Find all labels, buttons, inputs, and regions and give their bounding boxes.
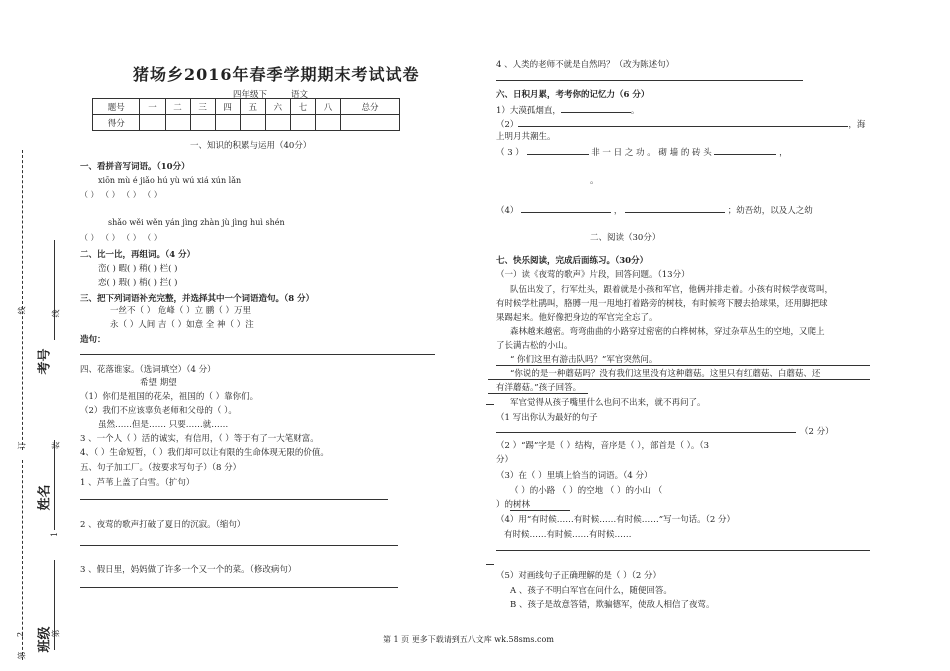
- score-input[interactable]: [165, 115, 190, 131]
- underline-mark: [496, 365, 870, 366]
- q4-title: 四、花落谁家。（选词填空）（4 分）: [80, 365, 216, 375]
- blank[interactable]: [527, 144, 589, 155]
- blank-line: [54, 240, 55, 340]
- q2-title: 二、比一比，再组词。（4 分）: [80, 250, 196, 260]
- score-header-row: [93, 99, 400, 115]
- passage-line: 有时候学杜鹃叫，胳膊一甩一甩地打着路旁的树枝，有时候弯下腰去拾球果，还用脚把球: [496, 299, 828, 309]
- binding-line: [22, 460, 23, 660]
- answer-line[interactable]: [496, 80, 803, 81]
- dash-mark: [486, 564, 494, 565]
- q7-item-3-row[interactable]: （ ）的小路 （ ）的空地 （ ）的小山 （: [510, 486, 663, 496]
- cut-line-label: 第: [17, 651, 27, 660]
- score-table: [92, 98, 400, 131]
- q5-item-2: 2 、夜莺的歌声打破了夏日的沉寂。（缩句）: [80, 520, 246, 530]
- passage-dialogue-1: “ 你们这里有游击队吗？”军官突然问。: [510, 355, 658, 365]
- q6-line-2-end: 上明月共潮生。: [496, 132, 556, 142]
- score-input[interactable]: [290, 115, 315, 131]
- answer-line[interactable]: [80, 354, 435, 355]
- exam-number-label: 考号: [37, 348, 53, 375]
- score-input[interactable]: [341, 115, 400, 131]
- score-cell: 四: [215, 99, 240, 115]
- answer-line[interactable]: [80, 545, 398, 546]
- page-title: 猪场乡2016年春季学期期末考试试卷: [133, 65, 420, 84]
- q6-text: （4）: [496, 206, 519, 216]
- q7-intro: （一）读《夜莺的歌声》片段，回答问题。（13分）: [496, 270, 690, 280]
- q7-item-3-end: ）的树林: [496, 500, 531, 510]
- passage-dialogue-2: “你说的是一种蘑菇吗？没有我们这里没有这种蘑菇。这里只有红蘑菇、白蘑菇、还: [510, 369, 821, 379]
- q7-option-b[interactable]: B 、孩子是故意答错，欺骗德军，使敌人相信了夜莺。: [510, 600, 715, 610]
- q5-item-4: 4 、人类的老师不就是自然吗？（改为陈述句）: [496, 60, 675, 70]
- score-cell: 五: [240, 99, 265, 115]
- blank-line: [54, 440, 55, 530]
- score-input[interactable]: [140, 115, 165, 131]
- score-cell: 得分: [93, 115, 140, 131]
- section-1-heading: 一、知识的积累与运用（40分）: [190, 141, 312, 151]
- passage-line: 了长满古松的小山。: [496, 341, 573, 351]
- q6-text: （2）: [496, 120, 519, 130]
- underline-mark: [488, 379, 870, 380]
- blank[interactable]: [518, 116, 848, 127]
- q6-text: （ 3 ）: [496, 148, 524, 158]
- q4-sentence-3[interactable]: 3 、一个人（ ）活的诚实，有信用，（ ）等于有了一大笔财富。: [80, 434, 319, 444]
- cut-line-label: 线: [51, 309, 61, 318]
- q1-pinyin-row1: xiōn mù é jiǎo hú yù wú xiá xún lǎn: [98, 176, 242, 185]
- binding-line: [22, 150, 23, 450]
- score-cell: 三: [190, 99, 215, 115]
- answer-line[interactable]: [80, 499, 388, 500]
- underline-mark: [488, 393, 588, 394]
- score-value-row: [93, 115, 400, 131]
- passage-line: 果踢起来。他好像把身边的军官完全忘了。: [496, 313, 658, 323]
- score-cell: 七: [290, 99, 315, 115]
- q2-row2[interactable]: 恋( ) 瑕( ) 梢( ) 拦( ): [98, 278, 178, 288]
- q5-title: 五、句子加工厂。（按要求写句子）（8 分）: [80, 463, 242, 473]
- score-cell: 八: [315, 99, 340, 115]
- q1-answer-row2[interactable]: （ ） （ ） （ ） （ ）: [80, 233, 162, 242]
- q7-item-1-score: （2 分）: [800, 427, 834, 437]
- answer-line[interactable]: [80, 587, 398, 588]
- score-input[interactable]: [190, 115, 215, 131]
- q7-title: 七、快乐阅读，完成后面练习。（30分）: [496, 256, 649, 266]
- q6-title: 六、日积月累，考考你的记忆力（6 分）: [496, 90, 650, 100]
- q6-text: ，: [613, 206, 623, 216]
- q4-conjunctions: 虽然……但是…… 只要……就……: [98, 420, 229, 430]
- q4-sentence-1[interactable]: （1）你们是祖国的花朵，祖国的（ ）靠你们。: [80, 392, 259, 402]
- q3-zaoju-label: 造句：: [80, 335, 106, 345]
- class-label: 班级: [37, 626, 53, 653]
- passage-line: 森林越来越密。弯弯曲曲的小路穿过密密的白桦树林，穿过杂草丛生的空地，又爬上: [510, 327, 825, 337]
- cut-line-label: 线: [17, 306, 27, 315]
- answer-line[interactable]: [496, 432, 796, 433]
- q4-words: 希望 期望: [140, 378, 177, 388]
- blank[interactable]: [561, 102, 631, 113]
- cut-line-label: 1: [50, 531, 60, 538]
- q7-item-4-prompt: 有时候……有时候……有时候……: [504, 530, 632, 540]
- q1-answer-row1[interactable]: （ ） （ ） （ ） （ ）: [80, 190, 162, 199]
- q7-item-5: （5）对画线句子正确理解的是（ ）（2 分）: [496, 571, 661, 581]
- score-cell: 二: [165, 99, 190, 115]
- q6-period: 。: [590, 176, 599, 186]
- q7-option-a[interactable]: A 、孩子不明白军官在问什么，随便回答。: [510, 586, 672, 596]
- subject-label: 语文: [291, 90, 309, 100]
- q7-item-3: （3）在（ ）里填上恰当的词语。（4 分）: [496, 471, 653, 481]
- q1-pinyin-row2: shǎo wěi wěn yán jìng zhàn jù jìng huì shén: [108, 218, 285, 227]
- dash-mark: [486, 404, 494, 405]
- binding-margin: [10, 130, 66, 671]
- name-label: 姓名: [37, 484, 53, 511]
- blank[interactable]: [714, 144, 776, 155]
- cut-line-label: 2: [16, 631, 26, 638]
- q3-row2[interactable]: 永（ ）人间 吉（ ）如意 全 神（ ）注: [110, 320, 254, 330]
- score-input[interactable]: [315, 115, 340, 131]
- q4-sentence-4[interactable]: 4、（ ）生命短暂，（ ）我们却可以让有限的生命体现无限的价值。: [80, 448, 329, 458]
- q6-text: 非 一 日 之 功 。 砌 墙 的 砖 头: [591, 148, 712, 158]
- cut-line-label: 第: [51, 629, 61, 638]
- cut-line-label: 装: [51, 441, 61, 450]
- blank[interactable]: [625, 202, 725, 213]
- q6-line-1[interactable]: [496, 102, 639, 116]
- answer-line[interactable]: [510, 510, 570, 511]
- score-cell: 一: [140, 99, 165, 115]
- page-footer: 第 1 页 更多下载请到五八文库 wk.58sms.com: [383, 635, 554, 644]
- score-input[interactable]: [240, 115, 265, 131]
- q3-row1[interactable]: 一丝不（ ） 危峰（ ）立 鹏（ ）万里: [110, 306, 252, 316]
- q2-row1[interactable]: 峦( ) 暇( ) 稍( ) 栏( ): [98, 264, 178, 274]
- passage-line: 军官觉得从孩子嘴里什么也问不出来，就不再问了。: [510, 398, 706, 408]
- score-input[interactable]: [215, 115, 240, 131]
- grade-label: 四年级下: [233, 90, 268, 100]
- q6-text: 。: [630, 106, 640, 116]
- q6-line-2[interactable]: [496, 116, 865, 130]
- q5-item-1: 1 、芦苇上盖了白雪。（扩句）: [80, 478, 195, 488]
- score-cell: 总分: [341, 99, 400, 115]
- q6-text: ，: [779, 148, 788, 158]
- score-cell: 题号: [93, 99, 140, 115]
- q6-line-4[interactable]: [496, 202, 813, 216]
- q6-text: ，海: [848, 120, 866, 130]
- q7-item-4: （4）用“有时候……有时候……有时候……”写一句话。（2 分）: [496, 515, 735, 525]
- cut-line-label: 订: [17, 441, 27, 450]
- q7-item-1: （1 写出你认为最好的句子: [496, 413, 598, 423]
- score-cell: 六: [265, 99, 290, 115]
- q6-text: 1）大漠孤烟直，: [496, 106, 561, 116]
- section-2-heading: 二、阅读（30分）: [590, 233, 661, 243]
- blank[interactable]: [521, 202, 611, 213]
- answer-line[interactable]: [496, 550, 870, 551]
- q7-item-2[interactable]: （2 ）“踢”字是（ ）结构，音序是（ ），部首是（ ）。（3: [496, 441, 710, 451]
- q4-sentence-2[interactable]: （2）我们不应该辜负老师和父母的（ ）。: [80, 406, 237, 416]
- q7-item-2-score: 分）: [496, 455, 514, 465]
- passage-line: 有洋蘑菇。”孩子回答。: [496, 383, 582, 393]
- passage-line: 队伍出发了，行军灶头，跟着就是小孩和军官，他俩并排走着。小孩有时候学夜莺叫，: [510, 285, 834, 295]
- q1-title: 一、看拼音写词语。（10分）: [80, 162, 190, 172]
- q3-title: 三、把下列词语补充完整，并选择其中一个词语造句。（8 分）: [80, 294, 315, 304]
- q6-text: ；幼吾幼，以及人之幼: [727, 206, 813, 216]
- q6-line-3[interactable]: [496, 144, 788, 158]
- q5-item-3: 3 、假日里，妈妈做了许多一个又一个的菜。（修改病句）: [80, 565, 297, 575]
- score-input[interactable]: [265, 115, 290, 131]
